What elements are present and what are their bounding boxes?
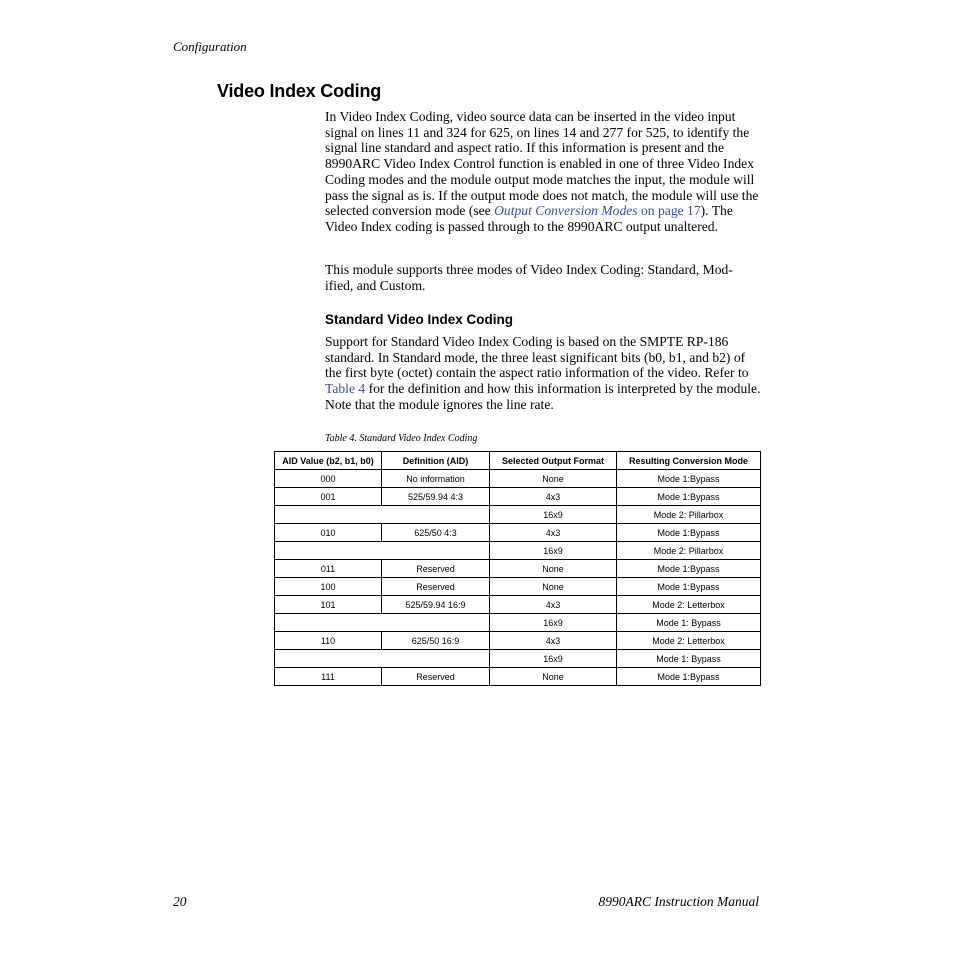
table-cell: 110: [275, 632, 382, 650]
table-row: [275, 470, 761, 488]
table-cell: Mode 1: Bypass: [617, 614, 761, 632]
table-cell: None: [490, 668, 617, 686]
running-header: Configuration: [173, 39, 247, 54]
table-cell: Reserved: [382, 668, 490, 686]
table-cell: Mode 2: Letterbox: [617, 596, 761, 614]
link-italic-text[interactable]: Output Conversion Modes: [494, 203, 638, 219]
table-row: [275, 524, 761, 542]
table-cell: Reserved: [382, 578, 490, 596]
manual-title: 8990ARC Instruction Manual: [598, 894, 759, 909]
empty-merged-cell: [275, 506, 490, 524]
table-cell: Mode 1:Bypass: [617, 524, 761, 542]
table-row: [275, 542, 761, 560]
table-row: [275, 506, 761, 524]
table-cell: 625/50 4:3: [382, 524, 490, 542]
table-row: [275, 614, 761, 632]
table-body: [275, 470, 761, 686]
table-cell: 4x3: [490, 524, 617, 542]
aid-table: [274, 451, 761, 686]
empty-merged-cell: [275, 614, 490, 632]
table-cell: 16x9: [490, 542, 617, 560]
table-row: [275, 596, 761, 614]
table-cell: Mode 2: Pillarbox: [617, 542, 761, 560]
table-cell: 525/59.94 4:3: [382, 488, 490, 506]
table-cell: 101: [275, 596, 382, 614]
table-cell: Mode 1:Bypass: [617, 560, 761, 578]
table-cell: 4x3: [490, 596, 617, 614]
table-cell: 4x3: [490, 488, 617, 506]
table-cell: Mode 1:Bypass: [617, 470, 761, 488]
table-row: [275, 668, 761, 686]
table-cell: 100: [275, 578, 382, 596]
table-row: [275, 560, 761, 578]
header-definition: Definition (AID): [382, 452, 490, 470]
table-row: [275, 488, 761, 506]
table-cell: Mode 1:Bypass: [617, 488, 761, 506]
intro-paragraph: [325, 109, 761, 235]
link-page-text[interactable]: on page 17: [637, 203, 701, 219]
table-cell: None: [490, 578, 617, 596]
section-title: Video Index Coding: [217, 81, 382, 101]
header-aid-value: AID Value (b2, b1, b0): [275, 452, 382, 470]
table-cell: 16x9: [490, 614, 617, 632]
modes-paragraph: This module supports three modes of Video Index Coding: Standard, Mod-ified, and Custom.: [325, 262, 733, 293]
table-cell: Mode 1: Bypass: [617, 650, 761, 668]
table-cell: 625/50 16:9: [382, 632, 490, 650]
subsection-title: Standard Video Index Coding: [325, 312, 514, 327]
table-row: [275, 578, 761, 596]
table-cell: 001: [275, 488, 382, 506]
table-cell: 000: [275, 470, 382, 488]
table-cell: Mode 2: Letterbox: [617, 632, 761, 650]
table-cell: 4x3: [490, 632, 617, 650]
table-cell: 16x9: [490, 650, 617, 668]
standard-text-end: for the definition and how this information is interpreted by the module. Note that the module ignores the line rate.: [325, 381, 761, 412]
intro-text: In Video Index Coding, video source data can be inserted in the video input signal on lines 11 and 324 for 625, on lines 14 and 277 for 525, to identify the signal line standard and aspect ratio. If this information is present and the 8990ARC Video Index Control function is enabled in one of three Video Index Coding modes and the module output mode matches the input, the module will pass the signal as is. If the output mode does not match, the module will use the selected conversion mode (see: [325, 109, 759, 219]
table-cell: Reserved: [382, 560, 490, 578]
table-row: [275, 650, 761, 668]
table-cell: 16x9: [490, 506, 617, 524]
table-cell: 111: [275, 668, 382, 686]
empty-merged-cell: [275, 542, 490, 560]
intro-text-end: ). The Video Index coding is passed through to the 8990ARC output unaltered.: [325, 203, 733, 234]
empty-merged-cell: [275, 650, 490, 668]
table-row: [275, 632, 761, 650]
table-cell: None: [490, 470, 617, 488]
standard-text: Support for Standard Video Index Coding is based on the SMPTE RP-186 standard. In Standard mode, the three least significant bits (b0, b1, and b2) of the first byte (octet) contain the aspect ratio information of the video. Refer to: [325, 334, 749, 381]
table-cell: Mode 1:Bypass: [617, 578, 761, 596]
table-cell: Mode 1:Bypass: [617, 668, 761, 686]
table-cell: 010: [275, 524, 382, 542]
table-4-link[interactable]: Table 4: [325, 381, 366, 397]
header-output-format: Selected Output Format: [490, 452, 617, 470]
standard-paragraph: [325, 334, 761, 413]
table-cell: Mode 2: Pillarbox: [617, 506, 761, 524]
page-number: 20: [173, 894, 187, 909]
table-header-row: [275, 452, 761, 470]
table-cell: 011: [275, 560, 382, 578]
table-cell: 525/59.94 16:9: [382, 596, 490, 614]
header-conversion-mode: Resulting Conversion Mode: [617, 452, 761, 470]
table-caption: Table 4. Standard Video Index Coding: [325, 433, 478, 444]
output-conversion-modes-link[interactable]: [494, 203, 701, 218]
table-cell: None: [490, 560, 617, 578]
table-cell: No information: [382, 470, 490, 488]
